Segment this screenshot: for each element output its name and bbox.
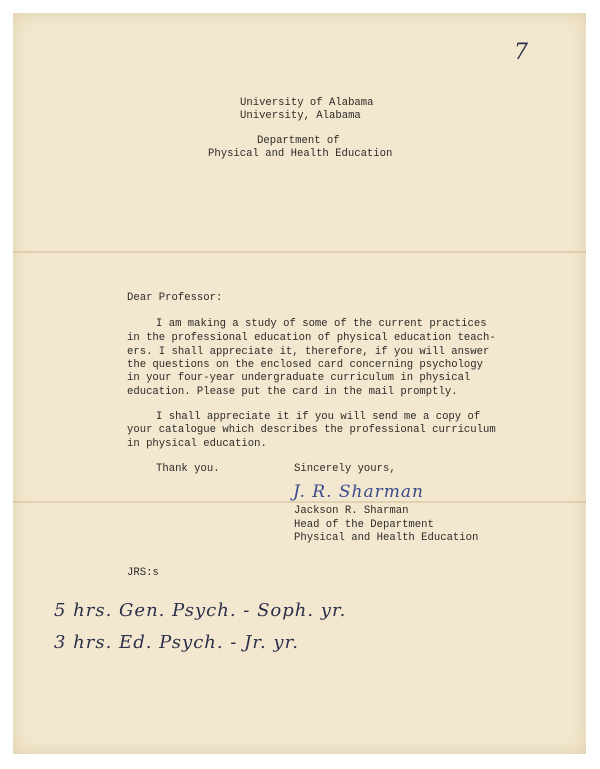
body-line: the questions on the enclosed card concerning psychology	[127, 359, 484, 371]
handwritten-note: 3 hrs. Ed. Psych. - Jr. yr.	[54, 632, 299, 653]
body-line: I am making a study of some of the current practices	[156, 318, 487, 330]
letterhead-department-name: Physical and Health Education	[208, 148, 393, 160]
closing: Sincerely yours,	[294, 463, 396, 475]
thanks-line: Thank you.	[156, 463, 220, 475]
fold-crease	[13, 251, 586, 253]
body-line: I shall appreciate it if you will send me a copy of	[156, 411, 481, 423]
body-line: education. Please put the card in the mail promptly.	[127, 386, 458, 398]
body-line: your catalogue which describes the professional curriculum	[127, 424, 496, 436]
body-line: in the professional education of physical education teach-	[127, 332, 496, 344]
signer-name: Jackson R. Sharman	[294, 505, 409, 517]
letterhead-university: University of Alabama	[240, 97, 374, 109]
typist-initials: JRS:s	[127, 567, 159, 579]
body-line: ers. I shall appreciate it, therefore, if you will answer	[127, 346, 490, 358]
salutation: Dear Professor:	[127, 292, 223, 304]
signer-department: Physical and Health Education	[294, 532, 479, 544]
signature: J. R. Sharman	[293, 482, 424, 502]
letterhead-location: University, Alabama	[240, 110, 361, 122]
letterhead-department-label: Department of	[257, 135, 340, 147]
page-number-mark: 7	[514, 40, 528, 65]
signer-title: Head of the Department	[294, 519, 434, 531]
body-line: in your four-year undergraduate curriculum in physical	[127, 372, 471, 384]
body-line: in physical education.	[127, 438, 267, 450]
handwritten-note: 5 hrs. Gen. Psych. - Soph. yr.	[54, 600, 347, 621]
